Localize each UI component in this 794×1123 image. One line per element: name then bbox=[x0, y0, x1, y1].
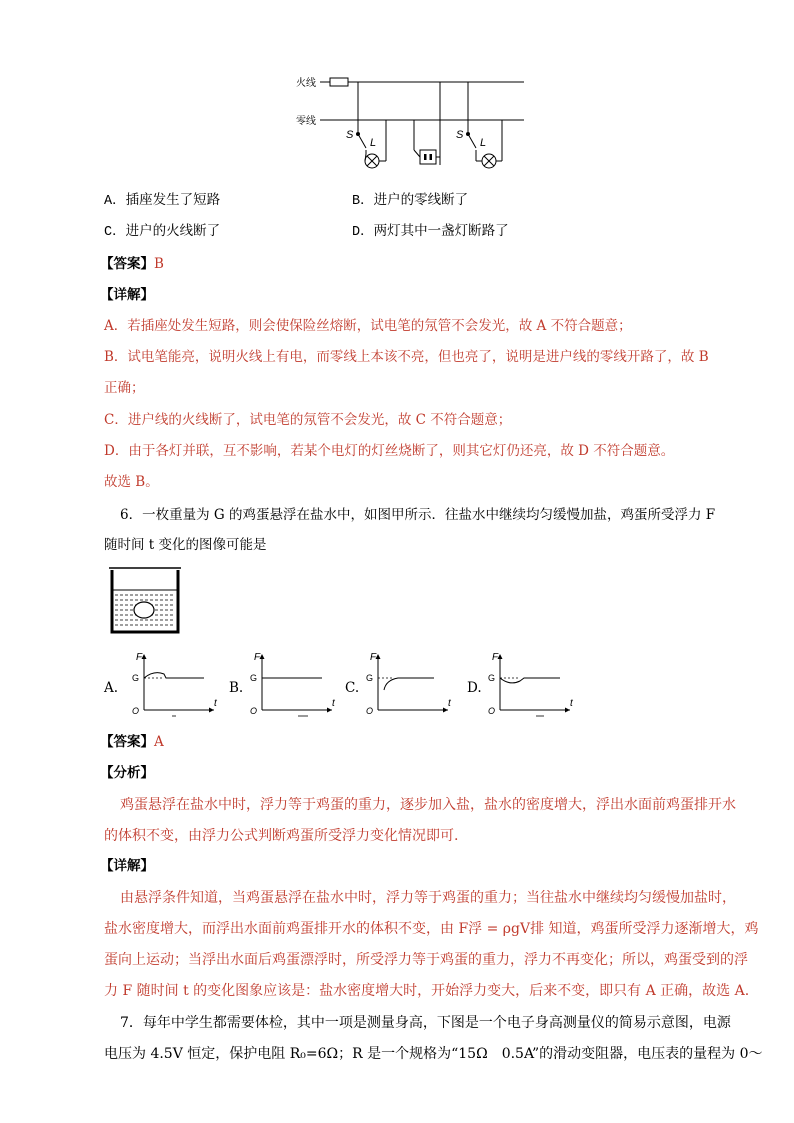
q6-stem-line2: 随时间 t 变化的图像可能是 bbox=[104, 537, 267, 553]
graph-a bbox=[128, 648, 220, 718]
graph-a-g-label: G bbox=[132, 673, 140, 683]
q5-answer bbox=[100, 254, 164, 274]
q5-detail-line: D．由于各灯并联，互不影响，若某个电灯的灯丝烧断了，则其它灯仍还亮，故 D 不符合题意。 bbox=[104, 443, 675, 459]
graph-b bbox=[246, 648, 338, 718]
q5-detail-line: 正确； bbox=[104, 380, 145, 396]
graph-b-g-label: G bbox=[250, 673, 258, 683]
beaker-figure bbox=[106, 566, 184, 636]
q6-stem-line1: 6．一枚重量为 G 的鸡蛋悬浮在盐水中，如图甲所示．往盐水中继续均匀缓慢加盐，鸡蛋所受浮力 F bbox=[120, 507, 716, 523]
live-wire-label: 火线 bbox=[296, 78, 316, 89]
q6-answer-value: A bbox=[154, 734, 164, 750]
q6-analysis-line: 鸡蛋悬浮在盐水中时，浮力等于鸡蛋的重力，逐步加入盐，盐水的密度增大，浮出水面前鸡蛋排开水 bbox=[120, 797, 736, 813]
q5-answer-label: 【答案】 bbox=[100, 256, 154, 272]
switch-label-2: S bbox=[456, 129, 464, 141]
neutral-wire-label: 零线 bbox=[296, 116, 316, 127]
graph-a-origin: O bbox=[132, 706, 140, 716]
graph-d-y-label: F bbox=[492, 652, 499, 663]
graph-c bbox=[362, 648, 454, 718]
graph-d-origin: O bbox=[488, 706, 496, 716]
q6-analysis-label: 【分析】 bbox=[100, 765, 154, 781]
q6-answer bbox=[100, 732, 164, 752]
q5-detail-line: B．试电笔能亮，说明火线上有电，而零线上本该不亮，但也亮了，说明是进户线的零线开路了，故 B bbox=[104, 349, 709, 365]
q6-answer-label: 【答案】 bbox=[100, 734, 154, 750]
socket-icon bbox=[420, 150, 436, 164]
q6-detail-line: 力 F 随时间 t 的变化图象应该是：盐水密度增大时，开始浮力变大，后来不变，即只有 A 正确，故选 A. bbox=[104, 983, 750, 999]
q5-detail-label: 【详解】 bbox=[100, 287, 154, 303]
switch-label-1: S bbox=[346, 129, 354, 141]
graph-c-origin: O bbox=[366, 706, 374, 716]
graph-letter-c: C. bbox=[345, 680, 360, 696]
graph-letter-a: A. bbox=[104, 680, 119, 696]
q5-detail-line: 故选 B。 bbox=[104, 474, 159, 490]
q5-option-c: C．进户的火线断了 bbox=[104, 225, 221, 240]
graph-c-x-label: t bbox=[448, 698, 451, 709]
graph-b-y-label: F bbox=[254, 652, 261, 663]
q6-detail-label: 【详解】 bbox=[100, 858, 154, 874]
lamp-icon-2 bbox=[482, 154, 496, 168]
graph-letter-b: B. bbox=[229, 680, 244, 696]
q5-detail-line: A．若插座处发生短路，则会使保险丝熔断，试电笔的氖管不会发光，故 A 不符合题意； bbox=[104, 318, 632, 334]
graph-d-g-label: G bbox=[488, 673, 496, 683]
q5-option-b: B．进户的零线断了 bbox=[352, 194, 469, 209]
lamp-label-1: L bbox=[370, 137, 377, 149]
q5-option-a: A．插座发生了短路 bbox=[104, 194, 221, 209]
q6-analysis-line: 的体积不变，由浮力公式判断鸡蛋所受浮力变化情况即可. bbox=[104, 828, 459, 844]
egg-icon bbox=[134, 602, 154, 618]
graph-b-x-label: t bbox=[332, 698, 335, 709]
graph-letter-d: D. bbox=[467, 680, 482, 696]
graph-d bbox=[484, 648, 576, 718]
graph-d-x-label: t bbox=[570, 698, 573, 709]
q5-option-d: D．两灯其中一盏灯断路了 bbox=[352, 225, 509, 240]
graph-c-g-label: G bbox=[366, 673, 374, 683]
q6-detail-line: 蛋向上运动；当浮出水面后鸡蛋漂浮时，所受浮力等于鸡蛋的重力，浮力不再变化；所以，鸡蛋受到的浮 bbox=[104, 952, 748, 968]
graph-b-origin: O bbox=[250, 706, 258, 716]
lamp-icon-1 bbox=[365, 154, 379, 168]
q6-detail-line: 盐水密度增大，而浮出水面前鸡蛋排开水的体积不变，由 F浮 = ρgV排 知道，鸡蛋所受浮力逐渐增大，鸡 bbox=[104, 921, 759, 937]
lamp-label-2: L bbox=[480, 137, 487, 149]
q6-detail-line: 由悬浮条件知道，当鸡蛋悬浮在盐水中时，浮力等于鸡蛋的重力；当往盐水中继续均匀缓慢加盐时， bbox=[120, 890, 736, 906]
q5-detail-line: C．进户线的火线断了，试电笔的氖管不会发光，故 C 不符合题意； bbox=[104, 412, 512, 428]
fuse-icon bbox=[330, 78, 348, 86]
graph-a-y-label: F bbox=[136, 652, 143, 663]
q7-stem-line1: 7．每年中学生都需要体检，其中一项是测量身高，下图是一个电子身高测量仪的简易示意图，电源 bbox=[120, 1015, 731, 1031]
circuit-diagram bbox=[290, 70, 530, 180]
graph-a-x-label: t bbox=[214, 698, 217, 709]
graph-c-y-label: F bbox=[370, 652, 377, 663]
q7-stem-line2: 电压为 4.5V 恒定，保护电阻 R₀=6Ω；R 是一个规格为“15Ω 0.5A”的滑动变阻器，电压表的量程为 0～ bbox=[104, 1046, 763, 1062]
q5-answer-value: B bbox=[154, 256, 164, 272]
